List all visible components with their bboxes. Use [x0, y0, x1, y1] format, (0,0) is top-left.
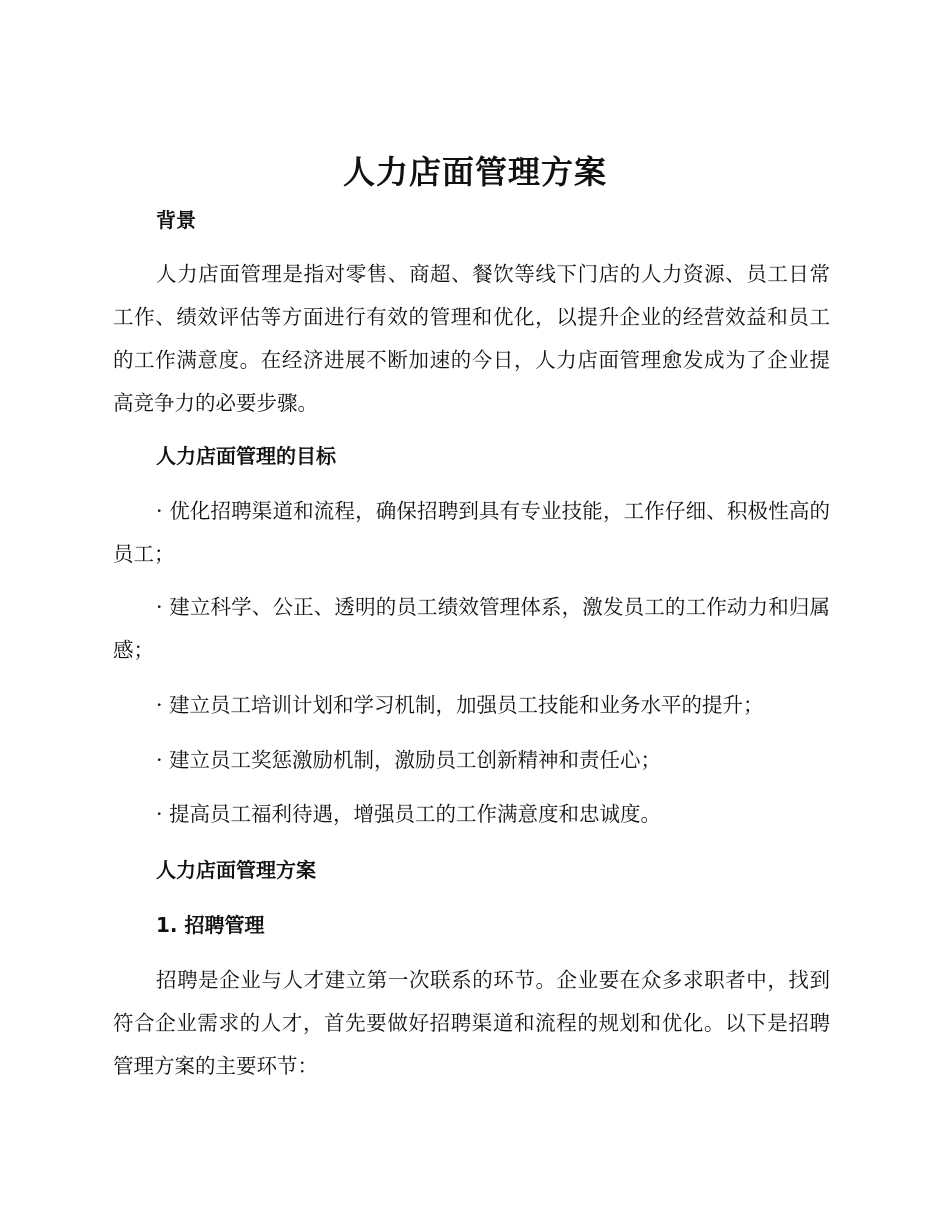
goal-item-2: · 建立科学、公正、透明的员工绩效管理体系，激发员工的工作动力和归属感； [113, 595, 830, 662]
paragraph-background: 人力店面管理是指对零售、商超、餐饮等线下门店的人力资源、员工日常工作、绩效评估等方面进行有效的管理和优化，以提升企业的经营效益和员工的工作满意度。在经济进展不断加速的今日，人力店面管理愈发成为了企业提高竞争力的必要步骤。 [113, 262, 830, 415]
goal-item-3: · 建立员工培训计划和学习机制，加强员工技能和业务水平的提升； [156, 693, 764, 717]
heading-goals: 人力店面管理的目标 [156, 444, 336, 468]
document-title: 人力店面管理方案 [342, 153, 607, 191]
goal-item-1: · 优化招聘渠道和流程，确保招聘到具有专业技能，工作仔细、积极性高的员工； [113, 499, 830, 566]
goal-item-5: · 提高员工福利待遇，增强员工的工作满意度和忠诚度。 [156, 802, 662, 826]
paragraph-recruit: 招聘是企业与人才建立第一次联系的环节。企业要在众多求职者中，找到符合企业需求的人才，首先要做好招聘渠道和流程的规划和优化。以下是招聘管理方案的主要环节： [113, 968, 830, 1078]
heading-background: 背景 [156, 208, 196, 232]
goal-item-4: · 建立员工奖惩激励机制，激励员工创新精神和责任心； [156, 748, 662, 772]
heading-plan: 人力店面管理方案 [156, 858, 316, 882]
heading-recruit: 1. 招聘管理 [156, 913, 265, 937]
